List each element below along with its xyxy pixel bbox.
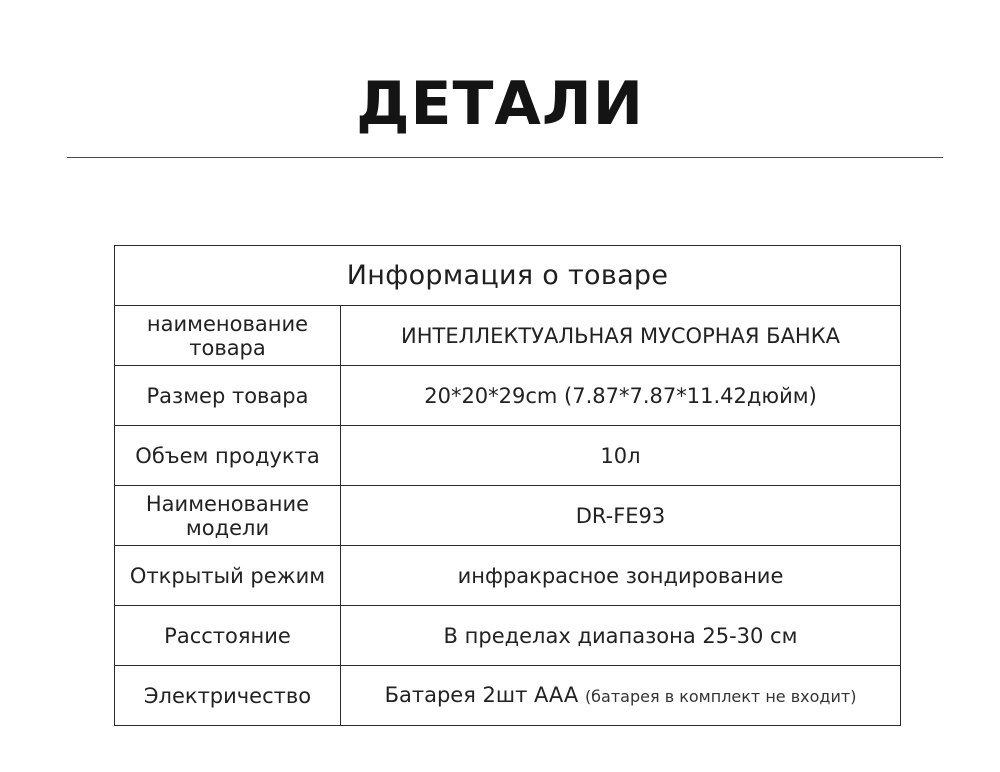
- row-value: DR-FE93: [341, 486, 901, 546]
- title-divider: [67, 157, 943, 158]
- table-row: [115, 306, 901, 366]
- row-value-main: Батарея 2шт AAA: [384, 682, 585, 707]
- row-value: [341, 666, 901, 726]
- row-label: Открытый режим: [115, 546, 341, 606]
- table-row: [115, 606, 901, 666]
- table-row: [115, 486, 901, 546]
- product-info-table: [114, 245, 901, 726]
- row-value: инфракрасное зондирование: [341, 546, 901, 606]
- row-label: Наименование модели: [115, 486, 341, 546]
- table-row: [115, 546, 901, 606]
- row-value: 10л: [341, 426, 901, 486]
- table-row: [115, 426, 901, 486]
- row-label: Электричество: [115, 666, 341, 726]
- table-header-row: [115, 246, 901, 306]
- row-value: ИНТЕЛЛЕКТУАЛЬНАЯ МУСОРНАЯ БАНКА: [341, 306, 901, 366]
- table-row: [115, 666, 901, 726]
- row-value-note: (батарея в комплект не входит): [584, 686, 857, 706]
- row-label: наименование товара: [115, 306, 341, 366]
- row-value: 20*20*29cm (7.87*7.87*11.42дюйм): [341, 366, 901, 426]
- row-value: В пределах диапазона 25-30 см: [341, 606, 901, 666]
- page-title: ДЕТАЛИ: [356, 69, 644, 139]
- row-label: Размер товара: [115, 366, 341, 426]
- table-row: [115, 366, 901, 426]
- row-label: Расстояние: [115, 606, 341, 666]
- row-label: Объем продукта: [115, 426, 341, 486]
- table-header: Информация о товаре: [115, 246, 901, 306]
